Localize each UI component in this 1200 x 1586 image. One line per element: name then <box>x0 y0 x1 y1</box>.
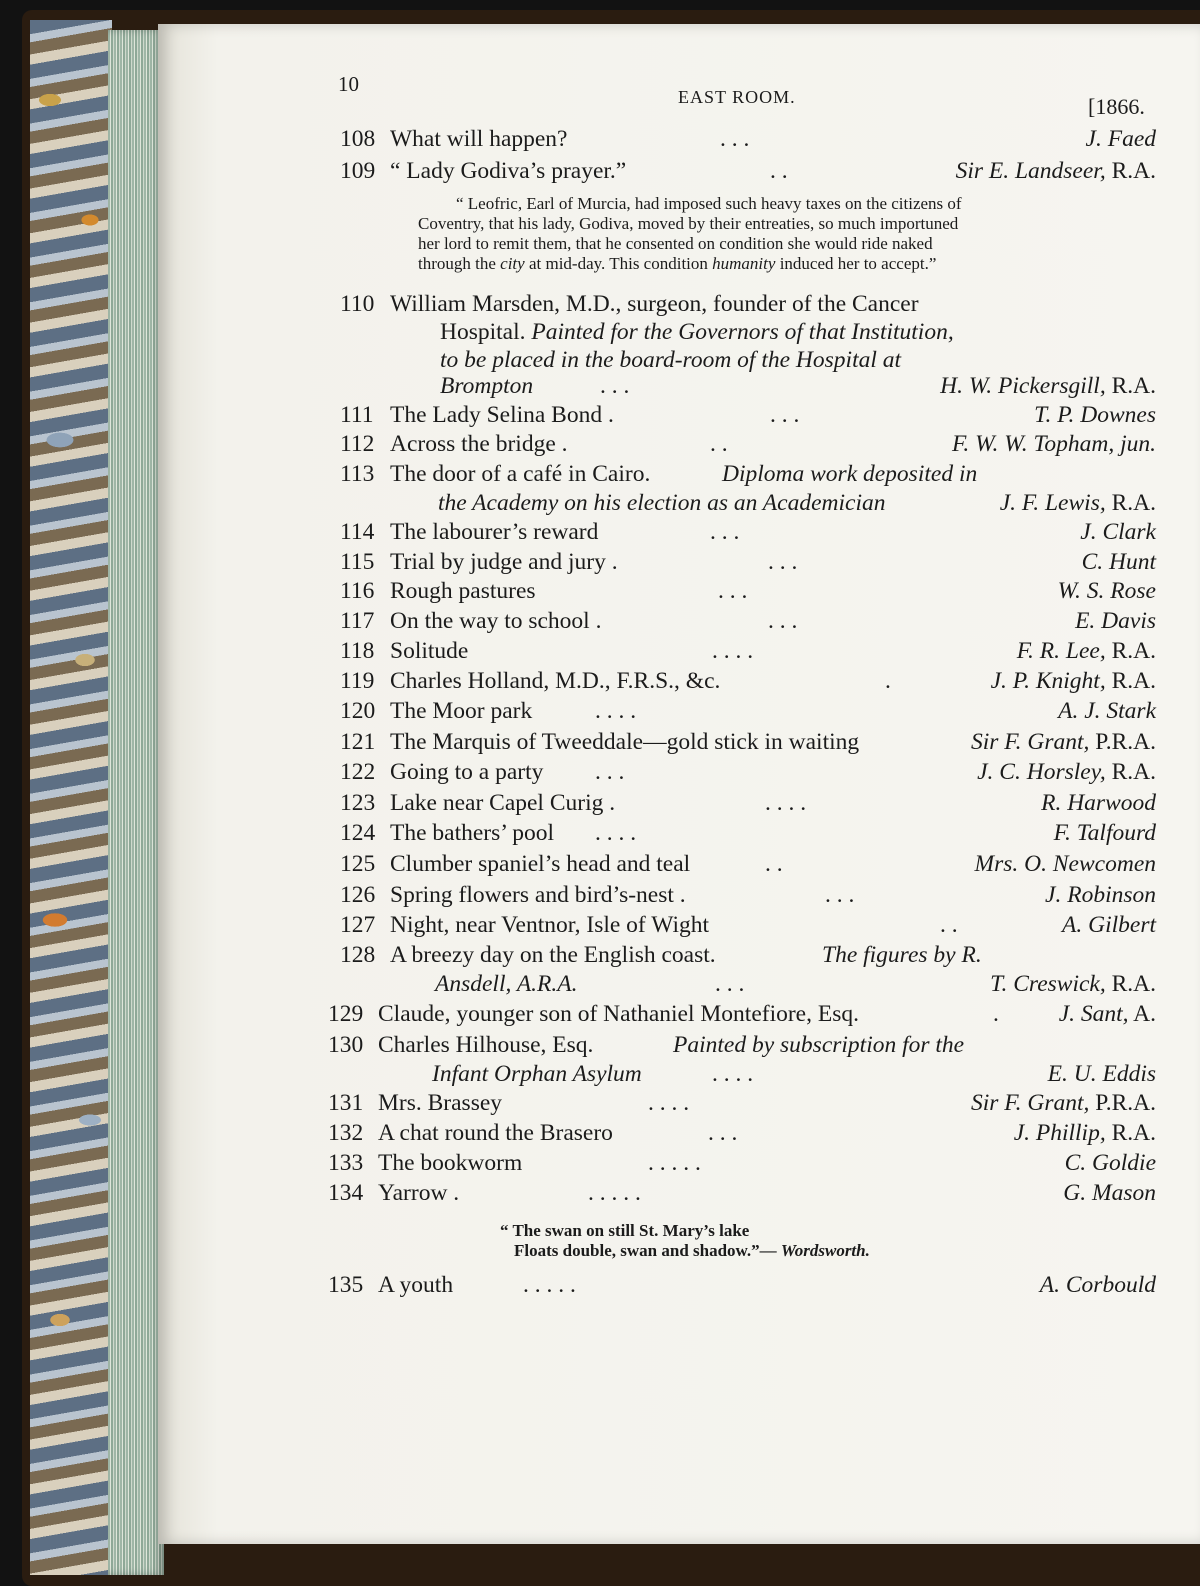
page-edges <box>108 30 164 1575</box>
running-head: EAST ROOM. <box>678 87 796 107</box>
year-label: [1866. <box>1088 94 1145 119</box>
marbled-edge <box>30 20 112 1575</box>
godiva-quote: “ Leofric, Earl of Murcia, had imposed such heavy taxes on the citizens of Coventry, that his lady, Godiva, moved by their entreaties, so much importuned her lord to remit them, that he consented on condition she would ride naked through the city at mid-day. This condition humanity induced her to accept.” <box>418 194 962 273</box>
yarrow-quote: “ The swan on still St. Mary’s lake Floats double, swan and shadow.”— Wordsworth. <box>500 1221 870 1260</box>
entry-110-line3: to be placed in the board-room of the Hospital at <box>440 347 902 373</box>
entry-110-line2: Hospital. Painted for the Governors of that Institution, <box>440 319 954 345</box>
page-number: 10 <box>338 72 359 96</box>
